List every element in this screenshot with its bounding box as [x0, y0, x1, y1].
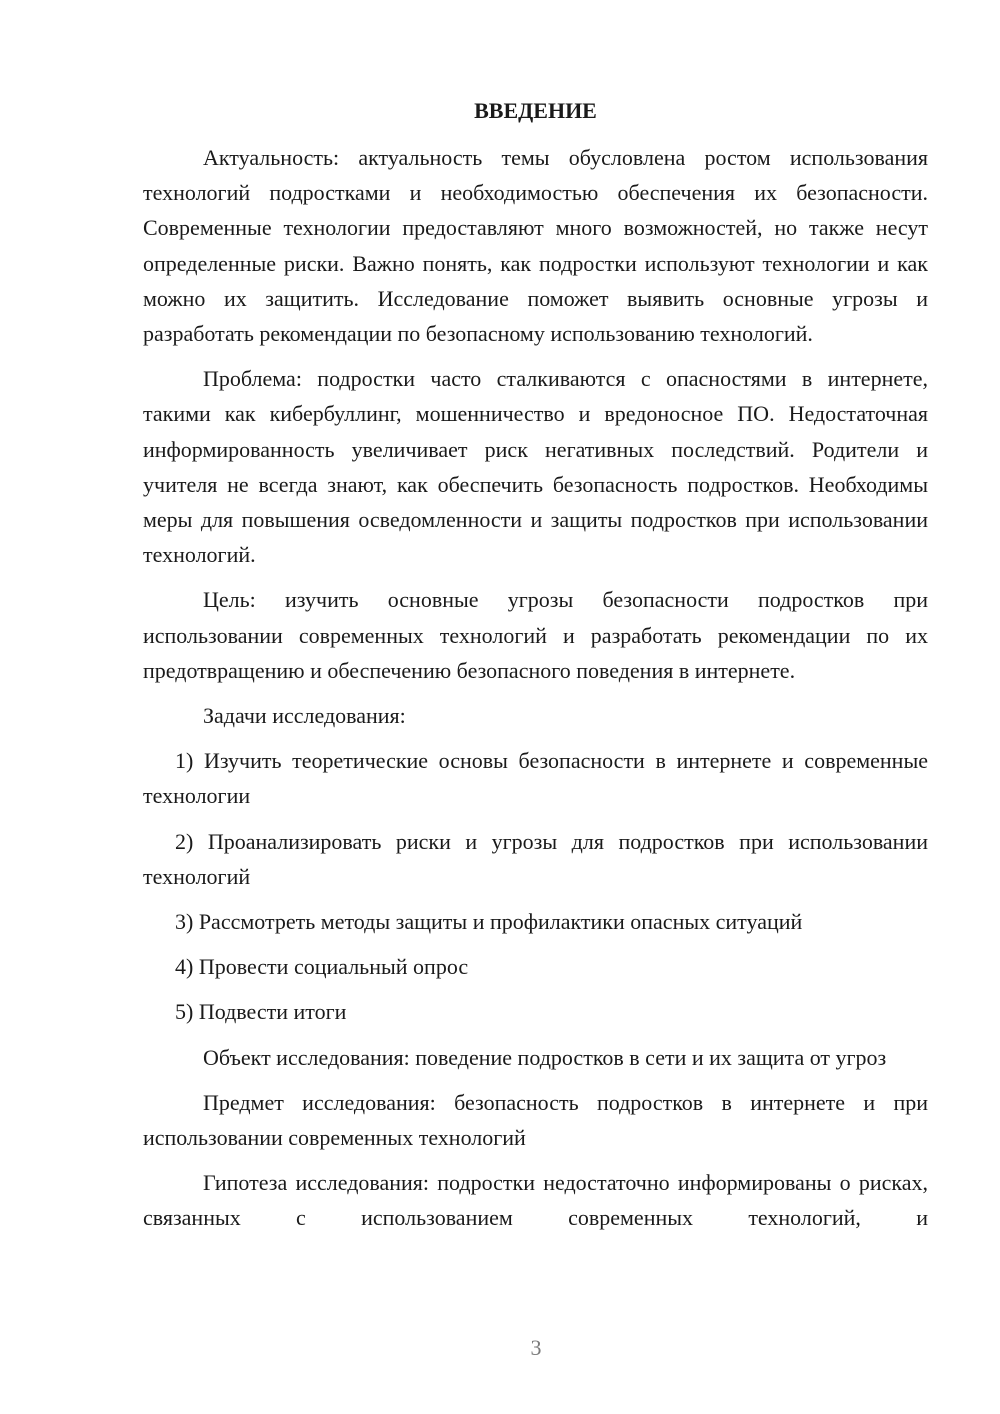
task-item-5: 5) Подвести итоги — [175, 999, 347, 1025]
tasks-heading: Задачи исследования: — [203, 703, 406, 729]
task-item-4: 4) Провести социальный опрос — [175, 954, 469, 980]
task-item-3: 3) Рассмотреть методы защиты и профилактики опасных ситуаций — [175, 909, 803, 935]
subject-paragraph: Предмет исследования: безопасность подростков в интернете и при использовании современных технологий — [143, 1089, 928, 1151]
task-item-1: 1) Изучить теоретические основы безопасности в интернете и современные технологии — [143, 748, 928, 809]
relevance-paragraph: Актуальность: актуальность темы обусловлена ростом использования технологий подростками и необходимостью обеспечения их безопасности. Современные технологии предоставляют много возможностей, но также несут определенные риски. Важно понять, как подростки используют технологии и как можно их защитить. Исследование поможет выявить основные угрозы и разработать рекомендации по безопасному использованию технологий. — [143, 145, 928, 347]
problem-paragraph: Проблема: подростки часто сталкиваются с опасностями в интернете, такими как кибербуллинг, мошенничество и вредоносное ПО. Недостаточная информированность увеличивает риск негативных последствий. Родители и учителя не всегда знают, как обеспечить безопасность подростков. Необходимы меры для повышения осведомленности и защиты подростков при использовании технологий. — [143, 366, 928, 568]
page-title: ВВЕДЕНИЕ — [474, 98, 597, 123]
task-item-2: 2) Проанализировать риски и угрозы для подростков при использовании технологий — [143, 828, 928, 889]
object-paragraph: Объект исследования: поведение подростков в сети и их защита от угроз — [203, 1044, 887, 1070]
goal-paragraph: Цель: изучить основные угрозы безопасности подростков при использовании современных технологий и разработать рекомендации по их предотвращению и обеспечению безопасного поведения в интернете. — [143, 587, 928, 683]
page-number: 3 — [530, 1335, 542, 1360]
tasks-list — [143, 743, 928, 1029]
hypothesis-paragraph: Гипотеза исследования: подростки недостаточно информированы о рисках, связанных с использованием современных технологий, и — [143, 1170, 928, 1231]
page-body — [143, 96, 928, 1236]
